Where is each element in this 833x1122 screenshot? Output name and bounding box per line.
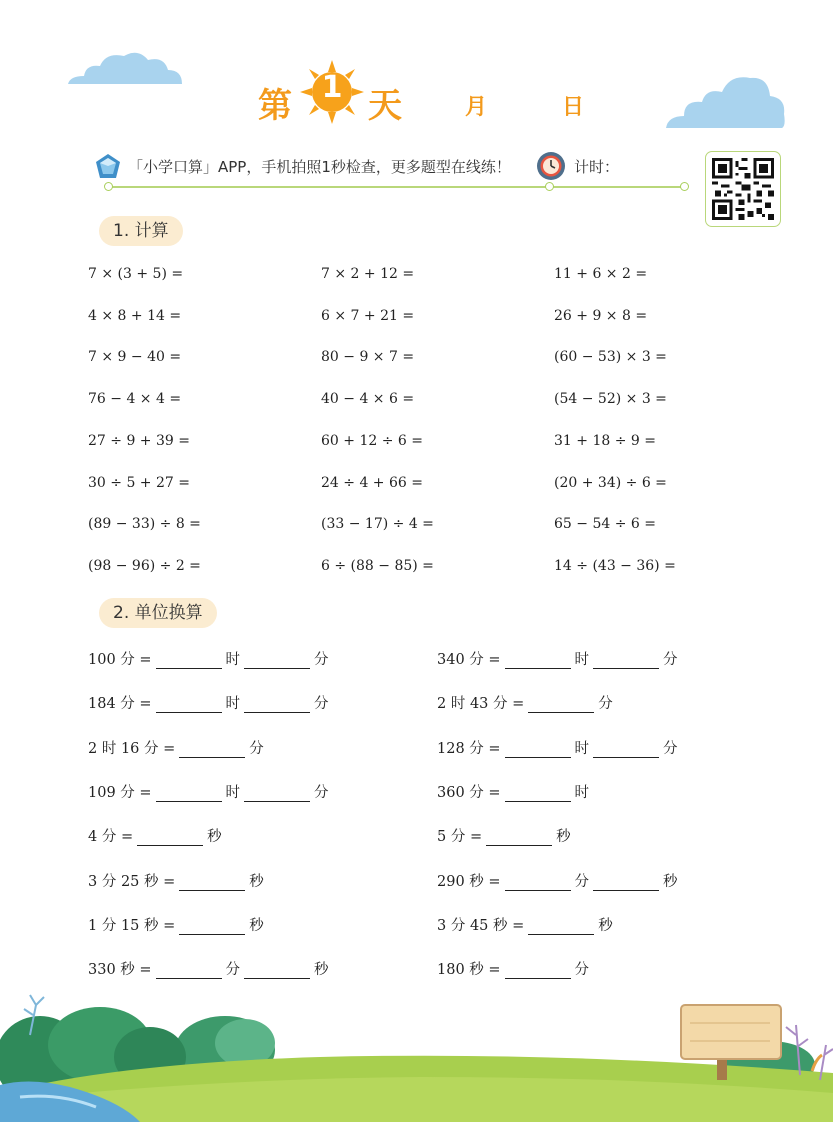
unit-label: 时	[574, 784, 590, 801]
answer-blank[interactable]	[505, 784, 571, 802]
unit-label: 分	[314, 696, 329, 713]
answer-blank[interactable]	[244, 784, 310, 802]
unit-label: 分	[314, 784, 329, 801]
calc-problem: 6 ÷ (88 − 85) =	[321, 557, 434, 574]
section-title-units: 2. 单位换算	[99, 598, 217, 628]
answer-blank[interactable]	[528, 695, 594, 713]
unit-label: 时	[225, 696, 241, 713]
landscape-illustration	[0, 985, 833, 1122]
answer-blank[interactable]	[137, 828, 203, 846]
answer-blank[interactable]	[244, 961, 310, 979]
answer-blank[interactable]	[505, 651, 571, 669]
conversion-problem	[437, 870, 678, 891]
calc-problem: 7 × (3 + 5) =	[88, 266, 184, 282]
calc-problem: 14 ÷ (43 − 36) =	[554, 557, 676, 574]
calc-problem: 6 × 7 + 21 =	[321, 307, 415, 324]
answer-blank[interactable]	[156, 961, 222, 979]
calc-problem: 60 + 12 ÷ 6 =	[321, 432, 423, 449]
answer-blank[interactable]	[505, 740, 571, 758]
calc-problem: 24 ÷ 4 + 66 =	[321, 474, 423, 491]
conversion-problem	[437, 781, 589, 802]
answer-blank[interactable]	[156, 784, 222, 802]
day-prefix: 第	[258, 86, 293, 126]
answer-blank[interactable]	[179, 917, 245, 935]
conversion-problem	[88, 825, 222, 846]
info-text: 「小学口算」APP，手机拍照1秒检查，更多题型在线练！	[128, 158, 511, 176]
conversion-question: 100 分 =	[88, 652, 152, 668]
calc-problem: 7 × 9 − 40 =	[88, 349, 182, 366]
calc-problem: 26 + 9 × 8 =	[554, 307, 648, 324]
conversion-question: 290 秒 =	[437, 873, 501, 890]
unit-label: 时	[225, 652, 241, 668]
calc-problem: (54 − 52) × 3 =	[554, 391, 667, 408]
divider-dot	[104, 182, 113, 191]
conversion-question: 4 分 =	[88, 829, 134, 846]
calc-problem: (98 − 96) ÷ 2 =	[88, 557, 201, 574]
unit-label: 分	[314, 652, 329, 668]
conversion-question: 180 秒 =	[437, 962, 501, 979]
divider-dot	[680, 182, 689, 191]
timer-label: 计时：	[574, 158, 620, 176]
conversion-question: 184 分 =	[88, 696, 152, 713]
answer-blank[interactable]	[179, 873, 245, 891]
conversion-problem	[437, 825, 571, 846]
unit-label: 分	[663, 652, 678, 668]
month-label: 月	[465, 95, 488, 120]
calc-problem: (60 − 53) × 3 =	[554, 349, 667, 366]
conversion-problem	[437, 958, 589, 979]
calc-problem: 40 − 4 × 6 =	[321, 391, 415, 408]
conversion-question: 360 分 =	[437, 784, 501, 801]
unit-label: 时	[225, 784, 241, 801]
answer-blank[interactable]	[593, 740, 659, 758]
page-header	[0, 60, 833, 130]
unit-label: 分	[249, 740, 264, 757]
clock-icon	[536, 151, 566, 181]
conversion-question: 2 时 43 分 =	[437, 696, 525, 713]
answer-blank[interactable]	[244, 695, 310, 713]
calc-problem: 4 × 8 + 14 =	[88, 307, 182, 324]
divider	[105, 186, 685, 188]
conversion-question: 330 秒 =	[88, 962, 152, 979]
conversion-problem	[88, 914, 264, 935]
answer-blank[interactable]	[593, 651, 659, 669]
calc-problem: 11 + 6 × 2 =	[554, 266, 648, 282]
answer-blank[interactable]	[156, 695, 222, 713]
conversion-problem	[437, 737, 678, 758]
answer-blank[interactable]	[505, 873, 571, 891]
conversion-problem	[88, 737, 264, 758]
calc-problem: 65 − 54 ÷ 6 =	[554, 516, 656, 533]
calc-problem: (33 − 17) ÷ 4 =	[321, 516, 434, 533]
calc-problem: 76 − 4 × 4 =	[88, 391, 182, 408]
unit-label: 秒	[249, 917, 264, 934]
conversion-question: 3 分 45 秒 =	[437, 917, 525, 934]
calc-problem: 7 × 2 + 12 =	[321, 266, 415, 282]
conversion-question: 128 分 =	[437, 740, 501, 757]
calc-problem: 80 − 9 × 7 =	[321, 349, 415, 366]
calc-problem: (20 + 34) ÷ 6 =	[554, 474, 667, 491]
unit-label: 分	[663, 740, 678, 757]
conversion-problem	[88, 648, 329, 669]
calc-problem: 27 ÷ 9 + 39 =	[88, 432, 190, 449]
answer-blank[interactable]	[528, 917, 594, 935]
answer-blank[interactable]	[505, 961, 571, 979]
unit-label: 时	[574, 740, 590, 757]
conversion-question: 1 分 15 秒 =	[88, 917, 176, 934]
unit-label: 秒	[249, 873, 264, 890]
calc-problem: (89 − 33) ÷ 8 =	[88, 516, 201, 533]
answer-blank[interactable]	[593, 873, 659, 891]
answer-blank[interactable]	[244, 651, 310, 669]
unit-label: 秒	[207, 829, 222, 846]
unit-label: 分	[574, 873, 590, 890]
info-line	[92, 150, 692, 182]
unit-label: 分	[225, 962, 241, 979]
conversion-question: 3 分 25 秒 =	[88, 873, 176, 890]
divider-dot	[545, 182, 554, 191]
conversion-problem	[88, 781, 329, 802]
conversion-problem	[88, 870, 264, 891]
unit-label: 秒	[598, 917, 613, 934]
unit-label: 秒	[663, 873, 678, 890]
unit-label: 分	[598, 696, 613, 713]
section-title-calc: 1. 计算	[99, 216, 183, 246]
conversion-question: 5 分 =	[437, 829, 483, 846]
answer-blank[interactable]	[156, 651, 222, 669]
calc-problem: 30 ÷ 5 + 27 =	[88, 474, 190, 491]
unit-label: 时	[574, 652, 590, 668]
unit-label: 分	[574, 962, 590, 979]
unit-label: 秒	[556, 829, 571, 846]
answer-blank[interactable]	[486, 828, 552, 846]
gem-icon	[94, 152, 122, 180]
qr-code-icon[interactable]	[705, 151, 781, 227]
date-label: 日	[562, 95, 585, 120]
day-suffix: 天	[368, 86, 403, 126]
calc-problem: 31 + 18 ÷ 9 =	[554, 432, 656, 449]
conversion-question: 109 分 =	[88, 784, 152, 801]
conversion-problem	[437, 692, 613, 713]
day-number: 1	[321, 70, 343, 105]
conversion-problem	[437, 914, 613, 935]
conversion-problem	[88, 958, 329, 979]
answer-blank[interactable]	[179, 740, 245, 758]
unit-label: 秒	[314, 962, 329, 979]
conversion-question: 340 分 =	[437, 652, 501, 668]
conversion-question: 2 时 16 分 =	[88, 740, 176, 757]
conversion-problem	[88, 692, 329, 713]
conversion-problem	[437, 648, 678, 669]
